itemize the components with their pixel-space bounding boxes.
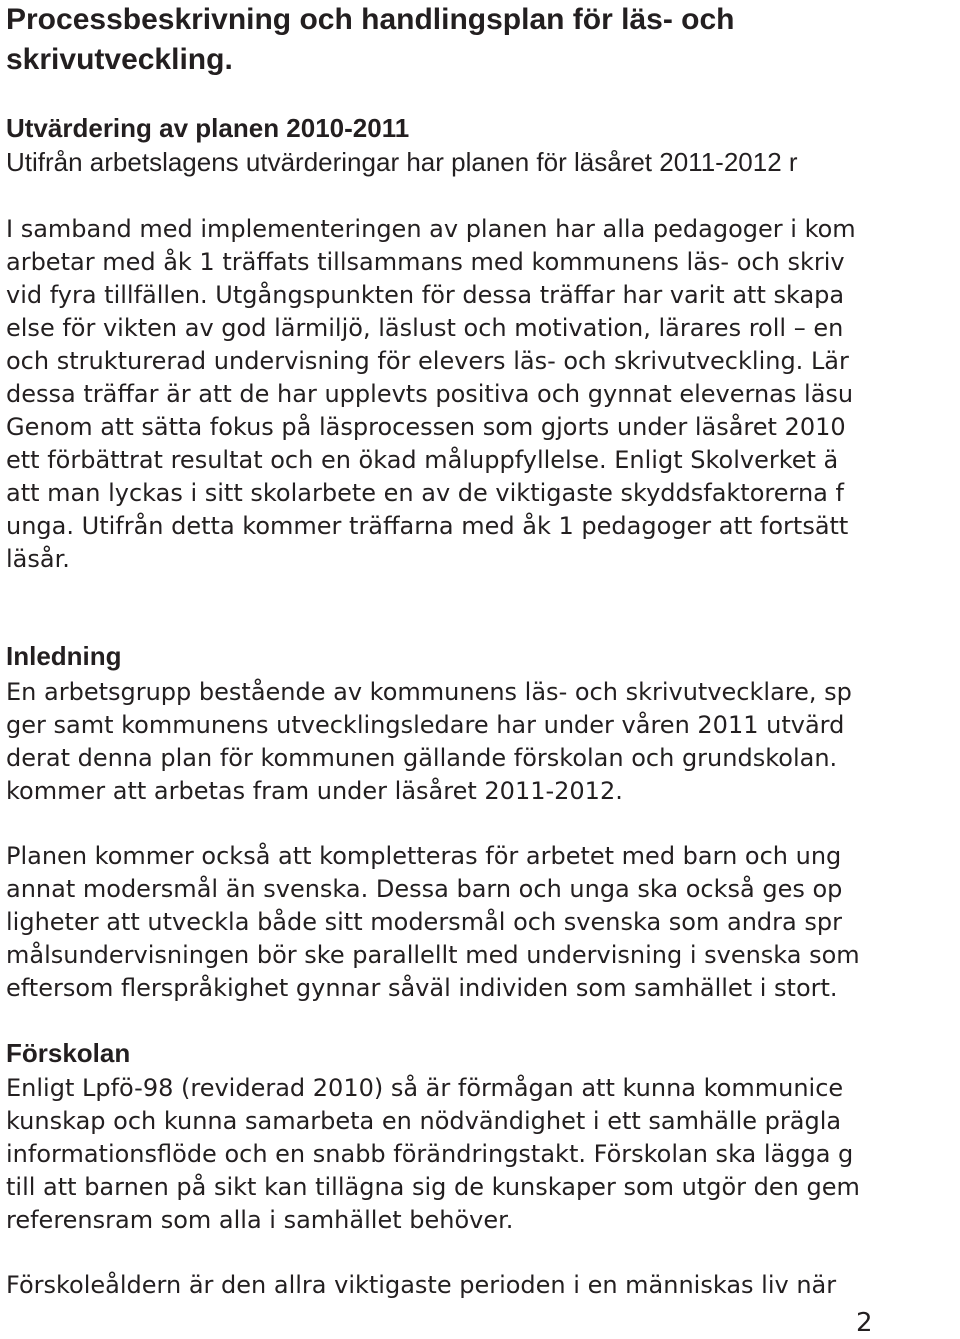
text-line: ett förbättrat resultat och en ökad måluppfyllelse. Enligt Skolverket ä bbox=[6, 446, 839, 474]
text-line: ger samt kommunens utvecklingsledare har under våren 2011 utvärd bbox=[6, 711, 845, 739]
text-line: informationsflöde och en snabb förändringstakt. Förskolan ska lägga g bbox=[6, 1140, 854, 1168]
introduction-heading: Inledning bbox=[6, 641, 122, 671]
text-line: annat modersmål än svenska. Dessa barn och unga ska också ges op bbox=[6, 875, 843, 903]
text-line: att man lyckas i sitt skolarbete en av de viktigaste skyddsfaktorerna f bbox=[6, 479, 844, 507]
text-line: vid fyra tillfällen. Utgångspunkten för dessa träffar har varit att skapa bbox=[6, 281, 845, 309]
preschool-heading: Förskolan bbox=[6, 1038, 131, 1068]
evaluation-heading: Utvärdering av planen 2010-2011 bbox=[6, 113, 410, 143]
text-line: unga. Utifrån detta kommer träffarna med åk 1 pedagoger att fortsätt bbox=[6, 512, 849, 540]
preschool-paragraph-1 bbox=[6, 1072, 860, 1237]
text-line: läsår. bbox=[6, 545, 70, 573]
text-line: till att barnen på sikt kan tillägna sig de kunskaper som utgör den gem bbox=[6, 1173, 860, 1201]
introduction-paragraph-1 bbox=[6, 676, 852, 808]
text-line: Genom att sätta fokus på läsprocessen som gjorts under läsåret 2010 bbox=[6, 413, 846, 441]
text-line: målsundervisningen bör ske parallellt med undervisning i svenska som bbox=[6, 941, 860, 969]
text-line: Planen kommer också att kompletteras för arbetet med barn och ung bbox=[6, 842, 842, 870]
text-line: Förskoleåldern är den allra viktigaste perioden i en människas liv när bbox=[6, 1271, 837, 1299]
document-title bbox=[6, 0, 735, 80]
text-line: else för vikten av god lärmiljö, läslust och motivation, lärares roll – en bbox=[6, 314, 844, 342]
text-line: derat denna plan för kommunen gällande förskolan och grundskolan. bbox=[6, 744, 838, 772]
text-line: arbetar med åk 1 träffats tillsammans med kommunens läs- och skriv bbox=[6, 248, 845, 276]
document-title-line-2: skrivutveckling. bbox=[6, 43, 233, 76]
text-line: I samband med implementeringen av planen har alla pedagoger i kom bbox=[6, 215, 856, 243]
evaluation-intro bbox=[6, 146, 798, 179]
text-line: kommer att arbetas fram under läsåret 2011-2012. bbox=[6, 777, 623, 805]
page-number: 2 bbox=[856, 1308, 873, 1338]
document-title-line-1: Processbeskrivning och handlingsplan för läs- och bbox=[6, 3, 735, 36]
text-line: Enligt Lpfö-98 (reviderad 2010) så är förmågan att kunna kommunice bbox=[6, 1074, 844, 1102]
text-line: Utifrån arbetslagens utvärderingar har planen för läsåret 2011-2012 r bbox=[6, 147, 798, 177]
text-line: ligheter att utveckla både sitt modersmål och svenska som andra spr bbox=[6, 908, 842, 936]
text-line: och strukturerad undervisning för elevers läs- och skrivutveckling. Lär bbox=[6, 347, 849, 375]
text-line: referensram som alla i samhället behöver. bbox=[6, 1206, 514, 1234]
evaluation-paragraph bbox=[6, 213, 856, 576]
preschool-paragraph-2 bbox=[6, 1269, 836, 1302]
text-line: eftersom flerspråkighet gynnar såväl individen som samhället i stort. bbox=[6, 974, 838, 1002]
text-line: dessa träffar är att de har upplevts positiva och gynnat elevernas läsu bbox=[6, 380, 854, 408]
introduction-paragraph-2 bbox=[6, 840, 860, 1005]
text-line: En arbetsgrupp bestående av kommunens läs- och skrivutvecklare, sp bbox=[6, 678, 852, 706]
text-line: kunskap och kunna samarbeta en nödvändighet i ett samhälle prägla bbox=[6, 1107, 842, 1135]
